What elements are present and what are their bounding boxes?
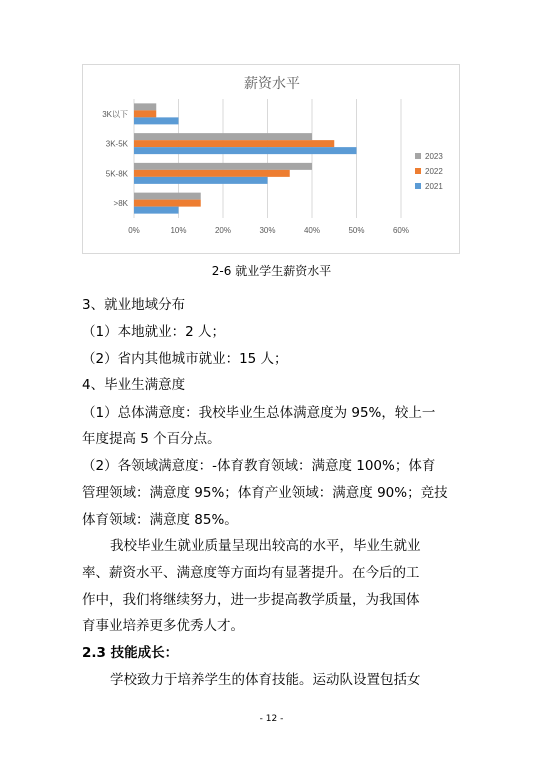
paragraph-line: 率、薪资水平、满意度等方面均有显著提升。在今后的工 bbox=[82, 565, 420, 581]
x-tick-label: 0% bbox=[128, 226, 140, 235]
legend-label: 2022 bbox=[425, 167, 443, 176]
x-tick-label: 10% bbox=[170, 226, 187, 235]
paragraph-line: 作中，我们将继续努力，进一步提高教学质量，为我国体 bbox=[82, 592, 420, 608]
list-item-province: （2）省内其他城市就业：15 人； bbox=[82, 351, 288, 367]
category-label: 5K-8K bbox=[105, 169, 128, 179]
paragraph-line: 体育领域：满意度 85%。 bbox=[82, 512, 238, 528]
category-label: 3K以下 bbox=[102, 109, 128, 119]
paragraph-line: 年度提高 5 个百分点。 bbox=[82, 431, 221, 447]
legend-swatch bbox=[415, 153, 421, 159]
salary-bar-chart-svg bbox=[83, 65, 461, 255]
paragraph-line: 育事业培养更多优秀人才。 bbox=[82, 618, 244, 634]
category-label: 3K-5K bbox=[105, 139, 128, 149]
paragraph-line: 学校致力于培养学生的体育技能。运动队设置包括女 bbox=[110, 672, 421, 688]
bar bbox=[134, 117, 179, 124]
list-item-local: （1）本地就业：2 人； bbox=[82, 324, 225, 340]
bar bbox=[134, 140, 334, 147]
legend-swatch bbox=[415, 168, 421, 174]
section-heading-skills: 2.3 技能成长： bbox=[82, 645, 179, 661]
x-tick-label: 60% bbox=[392, 226, 410, 235]
legend-label: 2023 bbox=[425, 152, 443, 161]
bar bbox=[134, 170, 290, 177]
x-tick-label: 20% bbox=[214, 226, 232, 235]
bar bbox=[134, 207, 179, 214]
bar bbox=[134, 163, 312, 170]
bar bbox=[134, 177, 268, 184]
bar bbox=[134, 193, 201, 200]
legend-swatch bbox=[415, 183, 421, 189]
x-tick-label: 50% bbox=[348, 226, 365, 235]
category-label: >8K bbox=[113, 199, 128, 209]
paragraph-line: （1）总体满意度：我校毕业生总体满意度为 95%，较上一 bbox=[82, 405, 436, 421]
bar bbox=[134, 147, 357, 154]
salary-chart bbox=[82, 64, 460, 254]
paragraph-line: 我校毕业生就业质量呈现出较高的水平，毕业生就业 bbox=[110, 538, 421, 554]
paragraph-line: （2）各领域满意度：-体育教育领域：满意度 100%；体育 bbox=[82, 458, 436, 474]
bar bbox=[134, 103, 156, 110]
legend-label: 2021 bbox=[425, 182, 443, 191]
x-tick-label: 30% bbox=[259, 226, 276, 235]
section-heading-region: 3、就业地域分布 bbox=[82, 297, 186, 313]
figure-caption: 2-6 就业学生薪资水平 bbox=[211, 264, 332, 278]
x-tick-label: 40% bbox=[303, 226, 321, 235]
bar bbox=[134, 200, 201, 207]
paragraph-line: 管理领域：满意度 95%；体育产业领域：满意度 90%；竞技 bbox=[82, 485, 448, 501]
page-number: - 12 - bbox=[259, 714, 284, 724]
section-heading-satisfaction: 4、毕业生满意度 bbox=[82, 377, 186, 393]
bar bbox=[134, 110, 156, 117]
bar bbox=[134, 133, 312, 140]
chart-title: 薪资水平 bbox=[244, 76, 300, 92]
